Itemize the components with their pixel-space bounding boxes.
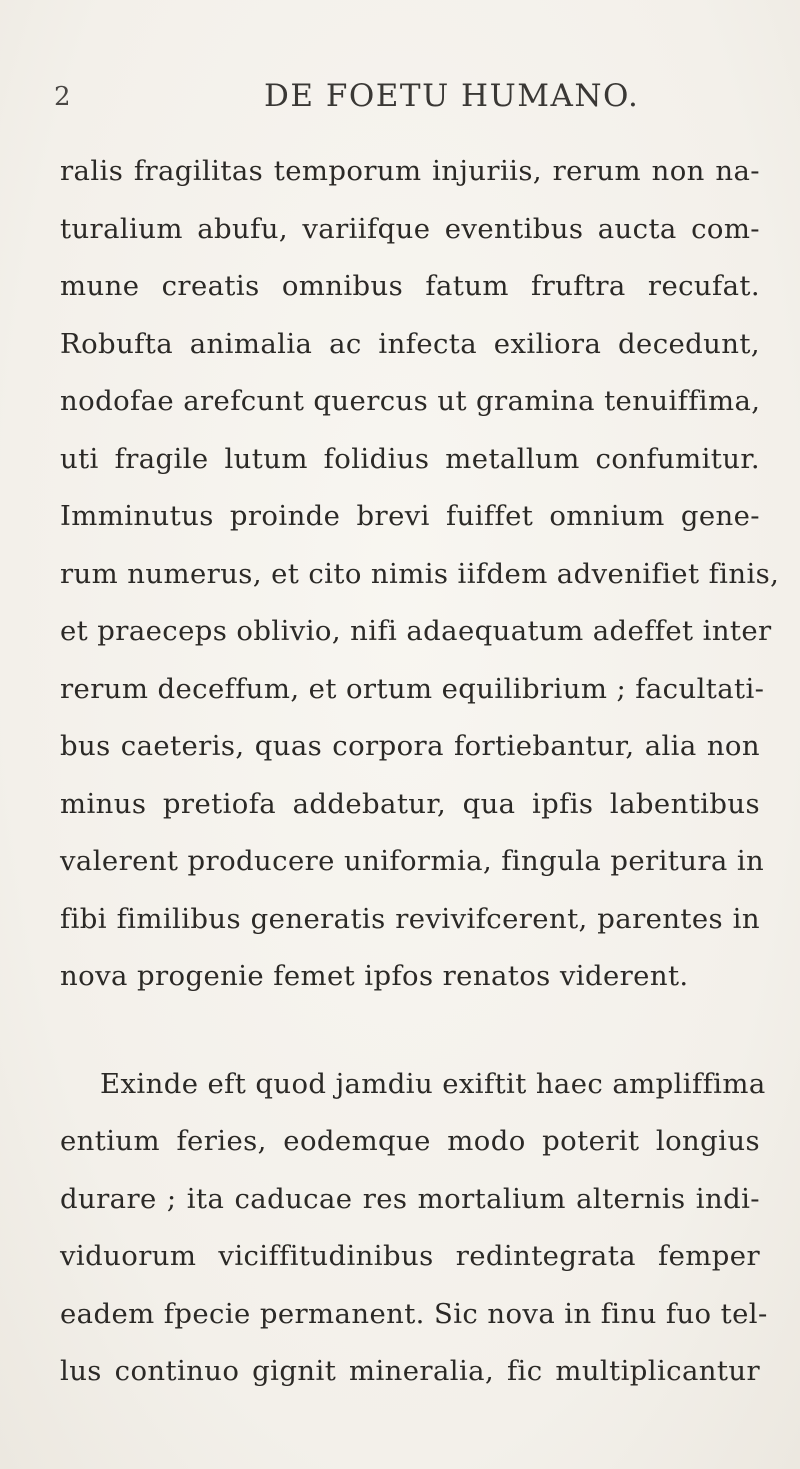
text-line: minus pretiofa addebatur, qua ipfis labentibus bbox=[60, 787, 760, 820]
text-line: uti fragile lutum folidius metallum confumitur. bbox=[60, 442, 760, 475]
text-line: bus caeteris, quas corpora fortiebantur, alia non bbox=[60, 730, 760, 762]
text-line: turalium abufu, variifque eventibus aucta com- bbox=[60, 212, 760, 245]
text-line: durare ; ita caducae res mortalium alternis indi- bbox=[60, 1182, 760, 1215]
running-head: DE FOETU HUMANO. bbox=[264, 78, 640, 114]
text-line: Robufta animalia ac infecta exiliora decedunt, bbox=[60, 327, 760, 360]
text-line: ralis fragilitas temporum injuriis, rerum non na- bbox=[60, 155, 760, 187]
text-line: eadem fpecie permanent. Sic nova in finu fuo tel- bbox=[60, 1297, 768, 1330]
paragraph-2 bbox=[60, 1056, 768, 1401]
paragraph-break bbox=[60, 1006, 760, 1056]
text-line: Imminutus proinde brevi fuiffet omnium gene- bbox=[60, 500, 760, 532]
page-number: 2 bbox=[54, 82, 71, 112]
paragraph-1 bbox=[60, 143, 780, 1006]
text-line: mune creatis omnibus fatum fruftra recufat. bbox=[60, 270, 760, 302]
page-header bbox=[0, 78, 800, 118]
text-line: valerent producere uniformia, fingula peritura in bbox=[60, 845, 765, 877]
text-line: et praeceps oblivio, nifi adaequatum adeffet inter bbox=[60, 615, 772, 647]
text-line: viduorum viciffitudinibus redintegrata femper bbox=[60, 1240, 760, 1272]
text-line: nodofae arefcunt quercus ut gramina tenuiffima, bbox=[60, 385, 761, 417]
text-line: rerum deceffum, et ortum equilibrium ; facultati- bbox=[60, 672, 765, 705]
text-line: entium feries, eodemque modo poterit longius bbox=[60, 1125, 760, 1157]
body-text bbox=[60, 143, 780, 1401]
text-line: Exinde eft quod jamdiu exiftit haec ampliffima bbox=[100, 1067, 766, 1100]
text-line: fibi fimilibus generatis revivifcerent, parentes in bbox=[60, 902, 760, 935]
text-line: lus continuo gignit mineralia, fic multiplicantur bbox=[60, 1355, 760, 1387]
text-line: rum numerus, et cito nimis iifdem advenifiet finis, bbox=[60, 557, 780, 590]
text-line: nova progenie femet ipfos renatos viderent. bbox=[60, 960, 689, 992]
